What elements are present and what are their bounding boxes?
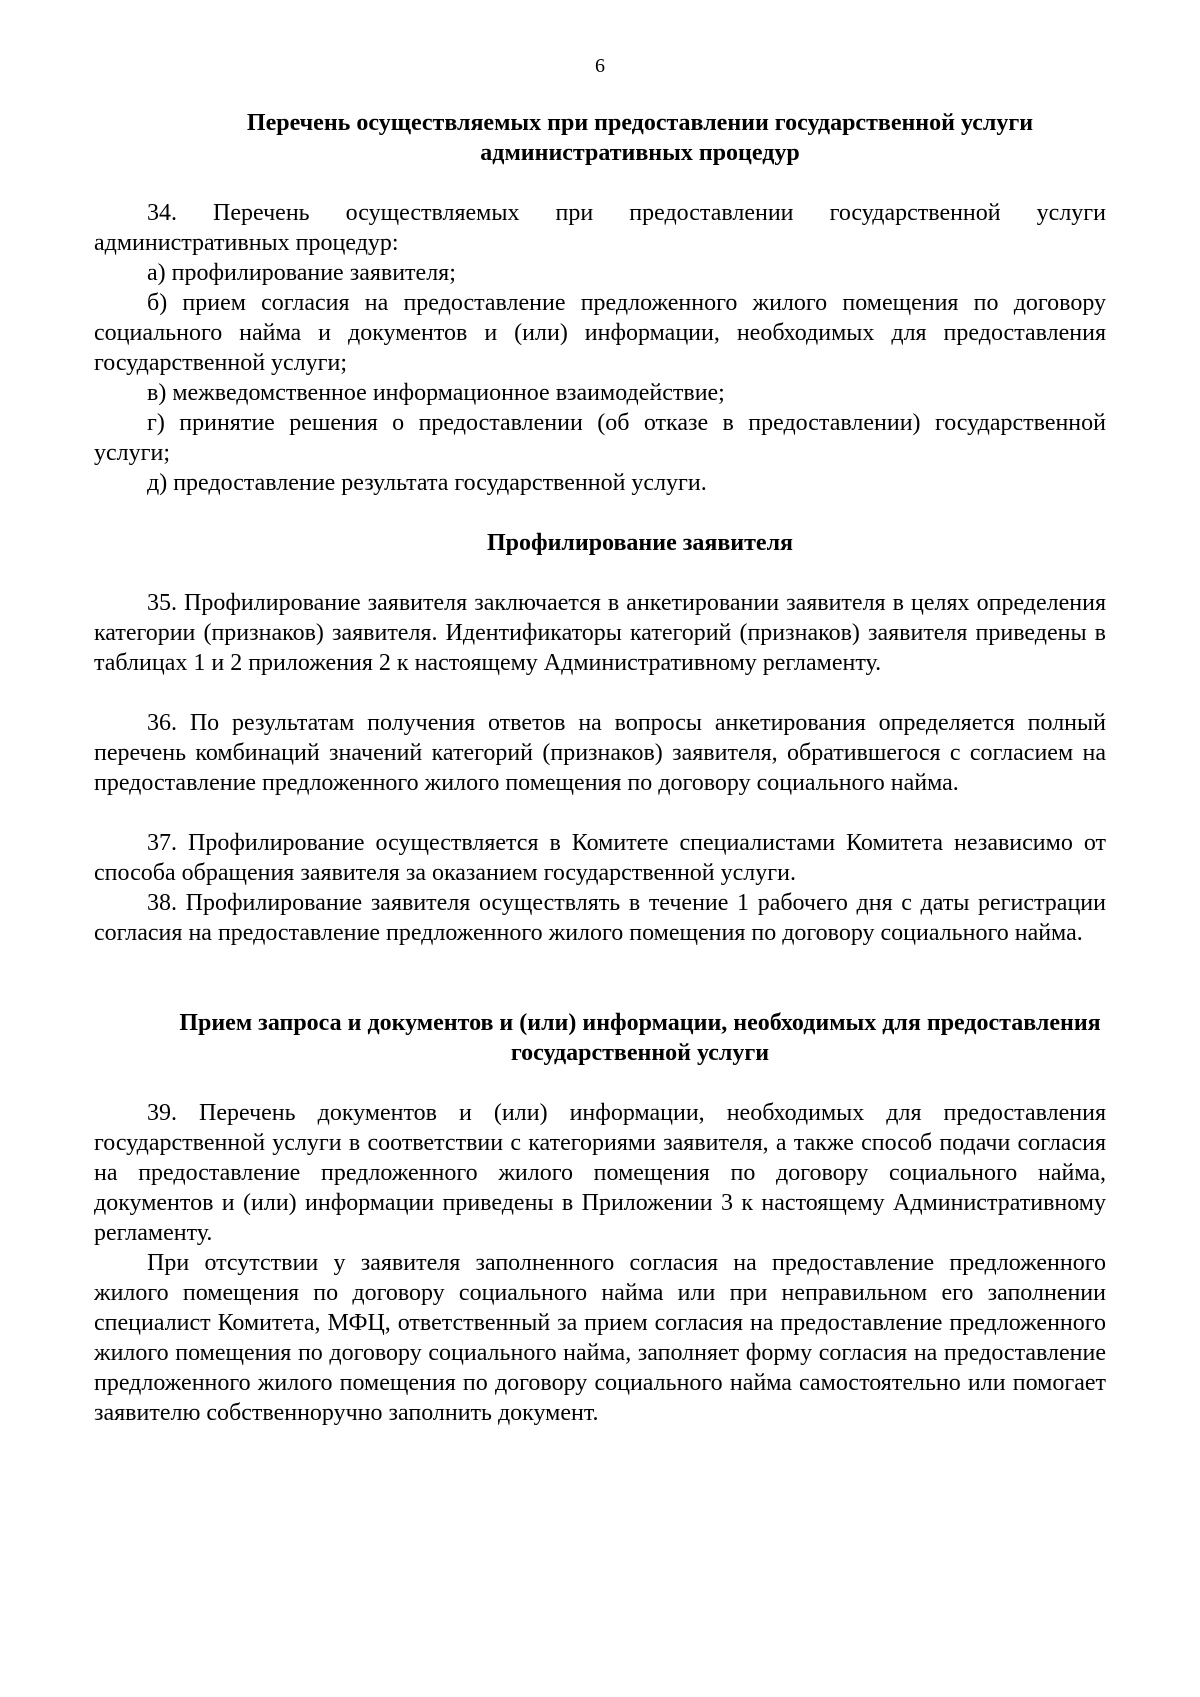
list-item-a: а) профилирование заявителя; xyxy=(147,260,456,286)
paragraph-38: 38. Профилирование заявителя осуществлять в течение 1 рабочего дня с даты регистрации согласия на предоставление предложенного жилого помещения по договору социального найма. xyxy=(94,890,1106,946)
list-item-v: в) межведомственное информационное взаимодействие; xyxy=(147,380,725,406)
section-heading-procedures: Перечень осуществляемых при предоставлении государственной услуги административных процедур xyxy=(246,110,1034,166)
list-item-b: б) прием согласия на предоставление предложенного жилого помещения по договору социального найма и документов и (или) информации, необходимых для предоставления государственной услуги; xyxy=(94,290,1106,376)
paragraph-36: 36. По результатам получения ответов на вопросы анкетирования определяется полный перечень комбинаций значений категорий (признаков) заявителя, обратившегося с согласием на предоставление предложенного жилого помещения по договору социального найма. xyxy=(94,710,1106,796)
paragraph-34: 34. Перечень осуществляемых при предоставлении государственной услуги административных процедур: xyxy=(94,200,1106,256)
list-item-g: г) принятие решения о предоставлении (об отказе в предоставлении) государственной услуги; xyxy=(94,410,1106,466)
list-item-d: д) предоставление результата государственной услуги. xyxy=(147,470,707,496)
paragraph-37: 37. Профилирование осуществляется в Комитете специалистами Комитета независимо от способа обращения заявителя за оказанием государственной услуги. xyxy=(94,830,1106,886)
section-heading-profiling: Профилирование заявителя xyxy=(486,530,794,556)
paragraph-39: 39. Перечень документов и (или) информации, необходимых для предоставления государственной услуги в соответствии с категориями заявителя, а также способ подачи согласия на предоставление предложенного жилого помещения по договору социального найма, документов и (или) информации приведены в Приложении 3 к настоящему Административному регламенту. xyxy=(94,1100,1106,1246)
section-heading-documents: Прием запроса и документов и (или) информации, необходимых для предоставления государственной услуги xyxy=(179,1010,1101,1066)
paragraph-35: 35. Профилирование заявителя заключается в анкетировании заявителя в целях определения категории (признаков) заявителя. Идентификаторы категорий (признаков) заявителя приведены в таблицах 1 и 2 приложения 2 к настоящему Административному регламенту. xyxy=(94,590,1106,676)
page-number: 6 xyxy=(595,55,605,77)
paragraph-absence: При отсутствии у заявителя заполненного согласия на предоставление предложенного жилого помещения по договору социального найма или при неправильном его заполнении специалист Комитета, МФЦ, ответственный за прием согласия на предоставление предложенного жилого помещения по договору социального найма, заполняет форму согласия на предоставление предложенного жилого помещения по договору социального найма самостоятельно или помогает заявителю собственноручно заполнить документ. xyxy=(94,1250,1106,1426)
